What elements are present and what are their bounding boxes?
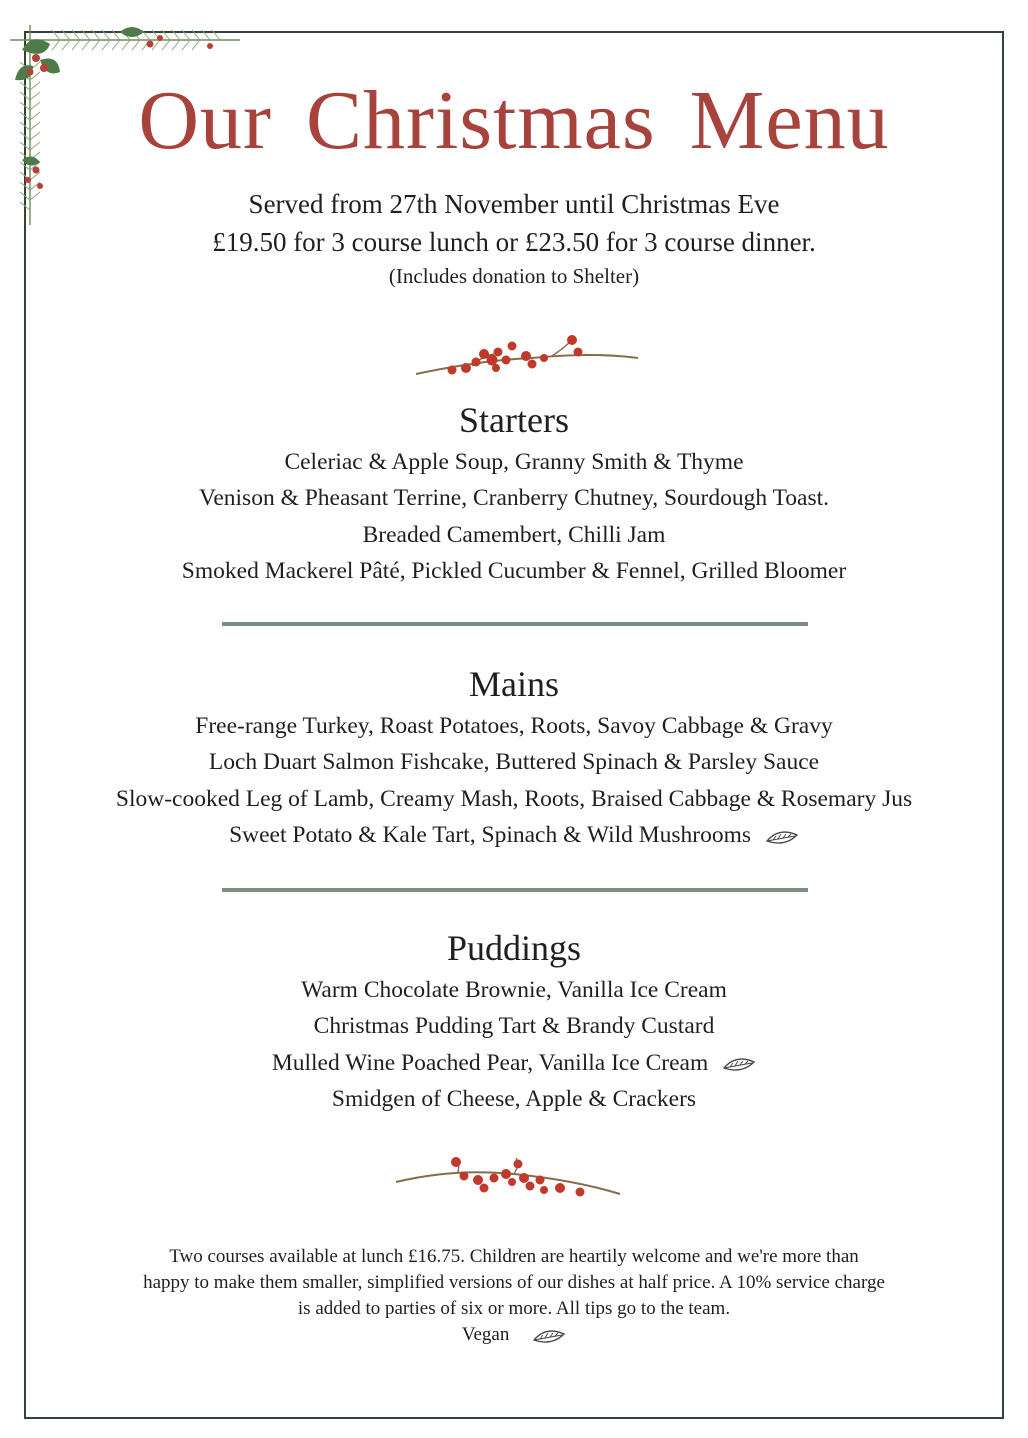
pudding-item-vegan [0,1045,1028,1081]
vegan-legend-label: Vegan [461,1324,510,1345]
starters-section [0,398,1028,590]
berry-sprig-icon [394,1152,634,1202]
mains-heading: Mains [469,664,559,704]
starter-item: Breaded Camembert, Chilli Jam [362,521,666,548]
section-divider [222,888,808,892]
leaf-icon [722,1056,756,1072]
footer-line: is added to parties of six or more. All tips go to the team. [297,1298,731,1319]
donation-note: (Includes donation to Shelter) [388,264,640,288]
section-divider [222,622,808,626]
starter-item: Smoked Mackerel Pâté, Pickled Cucumber & Fennel, Grilled Bloomer [181,558,847,585]
footer-line: happy to make them smaller, simplified versions of our dishes at half price. A 10% service charge [143,1272,885,1293]
starter-item: Venison & Pheasant Terrine, Cranberry Chutney, Sourdough Toast. [198,485,830,512]
pudding-item: Warm Chocolate Brownie, Vanilla Ice Cream [301,977,727,1003]
pudding-item-label: Mulled Wine Poached Pear, Vanilla Ice Cream [271,1049,709,1076]
intro-block [0,186,1028,290]
serving-dates: Served from 27th November until Christmas Eve [248,189,780,219]
main-item: Free-range Turkey, Roast Potatoes, Roots, Savoy Cabbage & Gravy [195,713,833,739]
pricing-line: £19.50 for 3 course lunch or £23.50 for 3 course dinner. [212,227,816,257]
footer-line: Two courses available at lunch £16.75. Children are heartily welcome and we're more than [169,1246,859,1267]
leaf-icon [765,829,799,845]
vegan-legend [80,1322,948,1348]
berry-sprig-icon [412,330,652,380]
pudding-item: Christmas Pudding Tart & Brandy Custard [313,1013,715,1040]
puddings-heading: Puddings [446,928,582,968]
starter-item: Celeriac & Apple Soup, Granny Smith & Thyme [284,449,744,475]
main-item: Slow-cooked Leg of Lamb, Creamy Mash, Roots, Braised Cabbage & Rosemary Jus [115,785,913,812]
puddings-section [0,926,1028,1118]
starters-heading: Starters [459,400,569,440]
pudding-item: Smidgen of Cheese, Apple & Crackers [331,1086,697,1113]
main-item: Loch Duart Salmon Fishcake, Buttered Spinach & Parsley Sauce [208,749,820,776]
menu-title: Our Christmas Menu [138,74,890,167]
main-item-label: Sweet Potato & Kale Tart, Spinach & Wild Mushrooms [229,822,752,849]
footer-notes [80,1244,948,1348]
mains-section [0,662,1028,854]
main-item-vegan [0,817,1028,853]
leaf-icon [532,1328,566,1344]
